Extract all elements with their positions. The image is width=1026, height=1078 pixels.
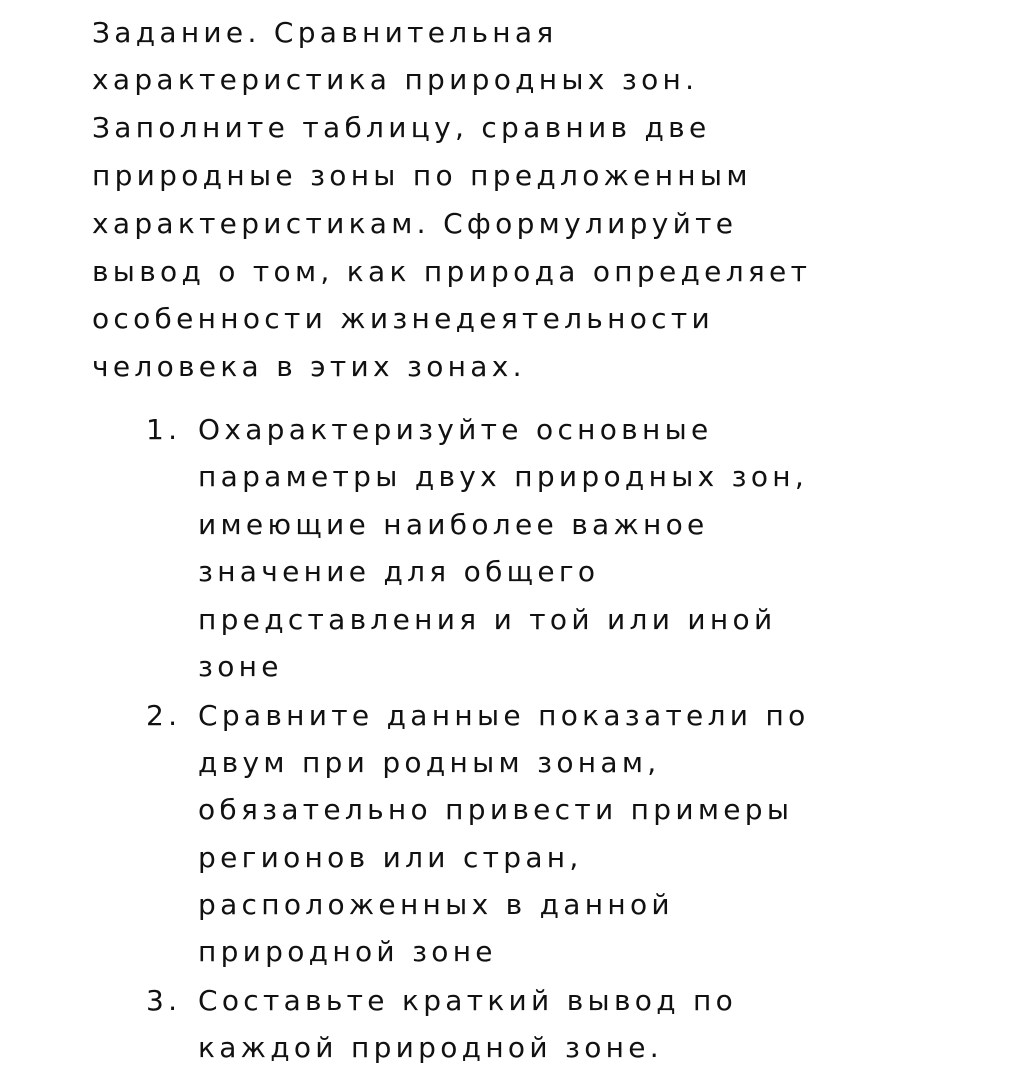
intro-line: Заполните таблицу, сравнив две <box>92 111 711 144</box>
intro-line: характеристикам. Сформулируйте <box>92 207 738 240</box>
list-item-number: 1. <box>146 413 182 446</box>
list-item-line: зоне <box>198 650 283 683</box>
list-item-line: значение для общего <box>198 555 600 588</box>
list-item-line: Составьте краткий вывод по <box>198 984 738 1017</box>
list-item-line: регионов или стран, <box>198 841 583 874</box>
list-item-line: каждой природной зоне. <box>198 1031 664 1064</box>
intro-line: характеристика природных зон. <box>92 63 699 96</box>
list-item-line: расположенных в данной <box>198 888 674 921</box>
list-item-line: природной зоне <box>198 935 497 968</box>
list-item-line: параметры двух природных зон, <box>198 460 809 493</box>
intro-line: особенности жизнедеятельности <box>92 302 714 335</box>
list-item-number: 2. <box>146 699 182 732</box>
intro-line: человека в этих зонах. <box>92 350 526 383</box>
list-item-line: двум при родным зонам, <box>198 746 661 779</box>
intro-line: Задание. Сравнительная <box>92 16 558 49</box>
list-item-line: Сравните данные показатели по <box>198 699 810 732</box>
intro-line: природные зоны по предложенным <box>92 159 752 192</box>
list-item-line: имеющие наиболее важное <box>198 508 709 541</box>
list-item-number: 3. <box>146 984 182 1017</box>
list-item-line: обязательно привести примеры <box>198 793 794 826</box>
list-item-line: Охарактеризуйте основные <box>198 413 713 446</box>
intro-line: вывод о том, как природа определяет <box>92 255 812 288</box>
list-item-line: представления и той или иной <box>198 603 777 636</box>
